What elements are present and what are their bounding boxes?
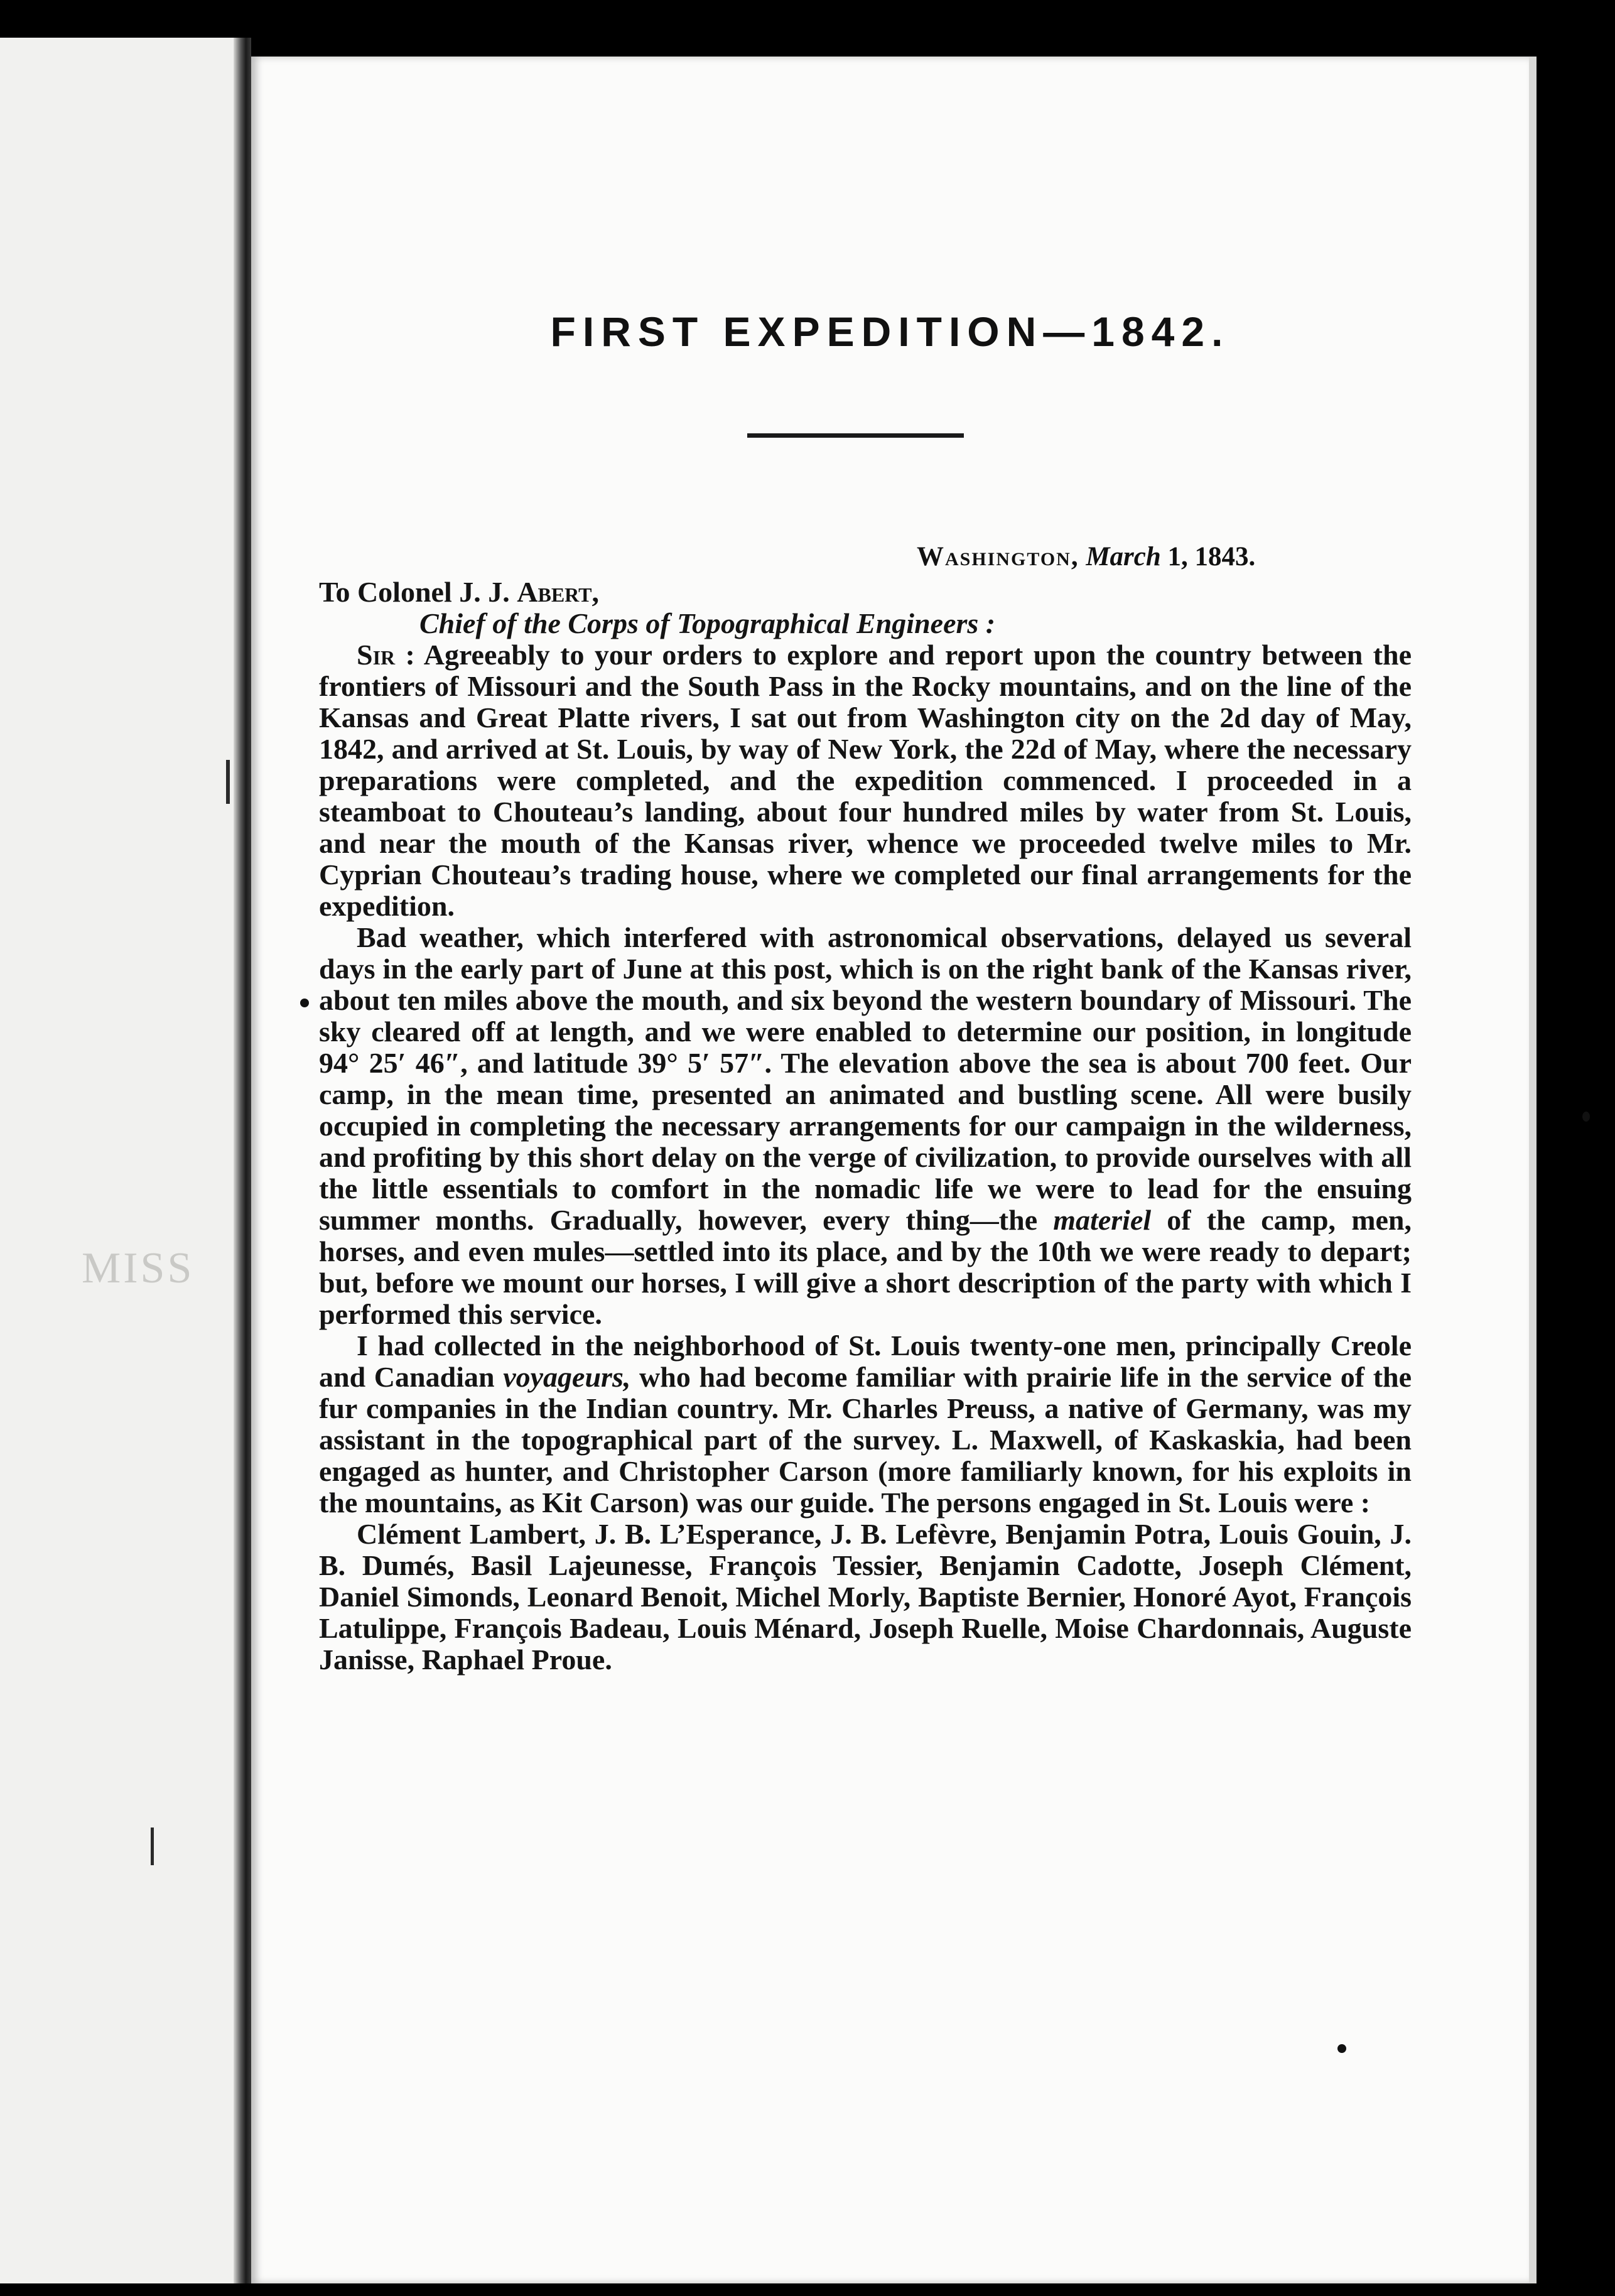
paragraph: [319, 639, 1412, 922]
book-gutter: [234, 38, 251, 2283]
ink-spot: [300, 999, 309, 1007]
paragraph-text: of the camp, men, horses, and even mules—settled into its place, and by the 10th we were ready to depart; but, before we mount our horses, I will give a short description of the party with which I performed this service.: [319, 1204, 1412, 1330]
dateline-date: 1, 1843.: [1167, 542, 1256, 571]
page-edge: [1529, 57, 1537, 2283]
paragraph: [319, 1330, 1412, 1519]
salutation-title: Chief of the Corps of Topographical Engineers :: [419, 607, 996, 639]
ink-spot: [1337, 2044, 1346, 2053]
paragraph-emphasis: voyageurs,: [503, 1361, 631, 1393]
paragraph-text: Clément Lambert, J. B. L’Esperance, J. B. Lefèvre, Benjamin Potra, Louis Gouin, J. B. Dumés, Basil Lajeunesse, François Tessier, Benjamin Cadotte, Joseph Clément, Daniel Simonds, Leonard Benoit, Michel Morly, Baptiste Bernier, Honoré Ayot, François Latulippe, François Badeau, Louis Ménard, Joseph Ruelle, Moise Chardonnais, Auguste Janisse, Raphael Proue.: [319, 1518, 1412, 1676]
dateline-place: Washington,: [917, 542, 1079, 571]
dateline-month: March: [1086, 542, 1161, 571]
letter-body: [319, 577, 1412, 1676]
paragraph-text: Bad weather, which interfered with astronomical observations, delayed us several days in the early part of June at this post, which is on the right bank of the Kansas river, about ten miles above the mouth, and six beyond the western boundary of Missouri. The sky cleared off at length, and we were enabled to determine our position, in longitude 94° 25′ 46″, and latitude 39° 5′ 57″. The elevation above the sea is about 700 feet. Our camp, in the mean time, presented an animated and bustling scene. All were busily occupied in completing the necessary arrangements for our campaign in the wilderness, and profiting by this short delay on the verge of civilization, to provide ourselves with all the little essentials to comfort in the nomadic life we were to lead for the ensuing summer months. Gradually, however, every thing—the: [319, 921, 1412, 1236]
ink-spot: [1582, 1112, 1590, 1122]
paragraph-text: Agreeably to your orders to explore and report upon the country between the frontiers of Missouri and the South Pass in the Rocky mountains, and on the line of the Kansas and Great Platte rivers, I sat out from Washington city on the 2d day of May, 1842, and arrived at St. Louis, by way of New York, the 22d of May, where the necessary preparations were completed, and the expedition commenced. I proceeded in a steamboat to Chouteau’s landing, about four hundred miles by water from St. Louis, and near the mouth of the Kansas river, whence we proceeded twelve miles to Mr. Cyprian Chouteau’s trading house, where we completed our final arrangements for the expedition.: [319, 639, 1412, 922]
paragraph-text: I had collected in the neighborhood of St. Louis twenty-one men, principally Creole and Canadian: [319, 1329, 1412, 1393]
salutation-name: Abert,: [517, 576, 599, 608]
dateline: [917, 541, 1255, 572]
left-page: [0, 38, 234, 2283]
title-rule: [747, 433, 964, 438]
margin-mark: [226, 760, 230, 804]
page-title: FIRST EXPEDITION—1842.: [550, 308, 1230, 355]
paragraph-text: who had become familiar with prairie life in the service of the fur companies in the Indian country. Mr. Charles Preuss, a native of Germany, was my assistant in the topographical part of the survey. L. Maxwell, of Kaskaskia, had been engaged as hunter, and Christopher Carson (more familiarly known, for his exploits in the mountains, as Kit Carson) was our guide. The persons engaged in St. Louis were :: [319, 1361, 1412, 1519]
salutation-line: [319, 577, 1412, 608]
margin-mark: [151, 1828, 154, 1865]
left-page-bleed-text: MISS: [82, 1244, 195, 1292]
paragraph: [319, 922, 1412, 1330]
salutation-prefix: To Colonel J. J.: [319, 576, 510, 608]
paragraph: [319, 1519, 1412, 1676]
paragraph-emphasis: materiel: [1053, 1204, 1152, 1236]
paragraph-lead: Sir :: [357, 639, 415, 671]
